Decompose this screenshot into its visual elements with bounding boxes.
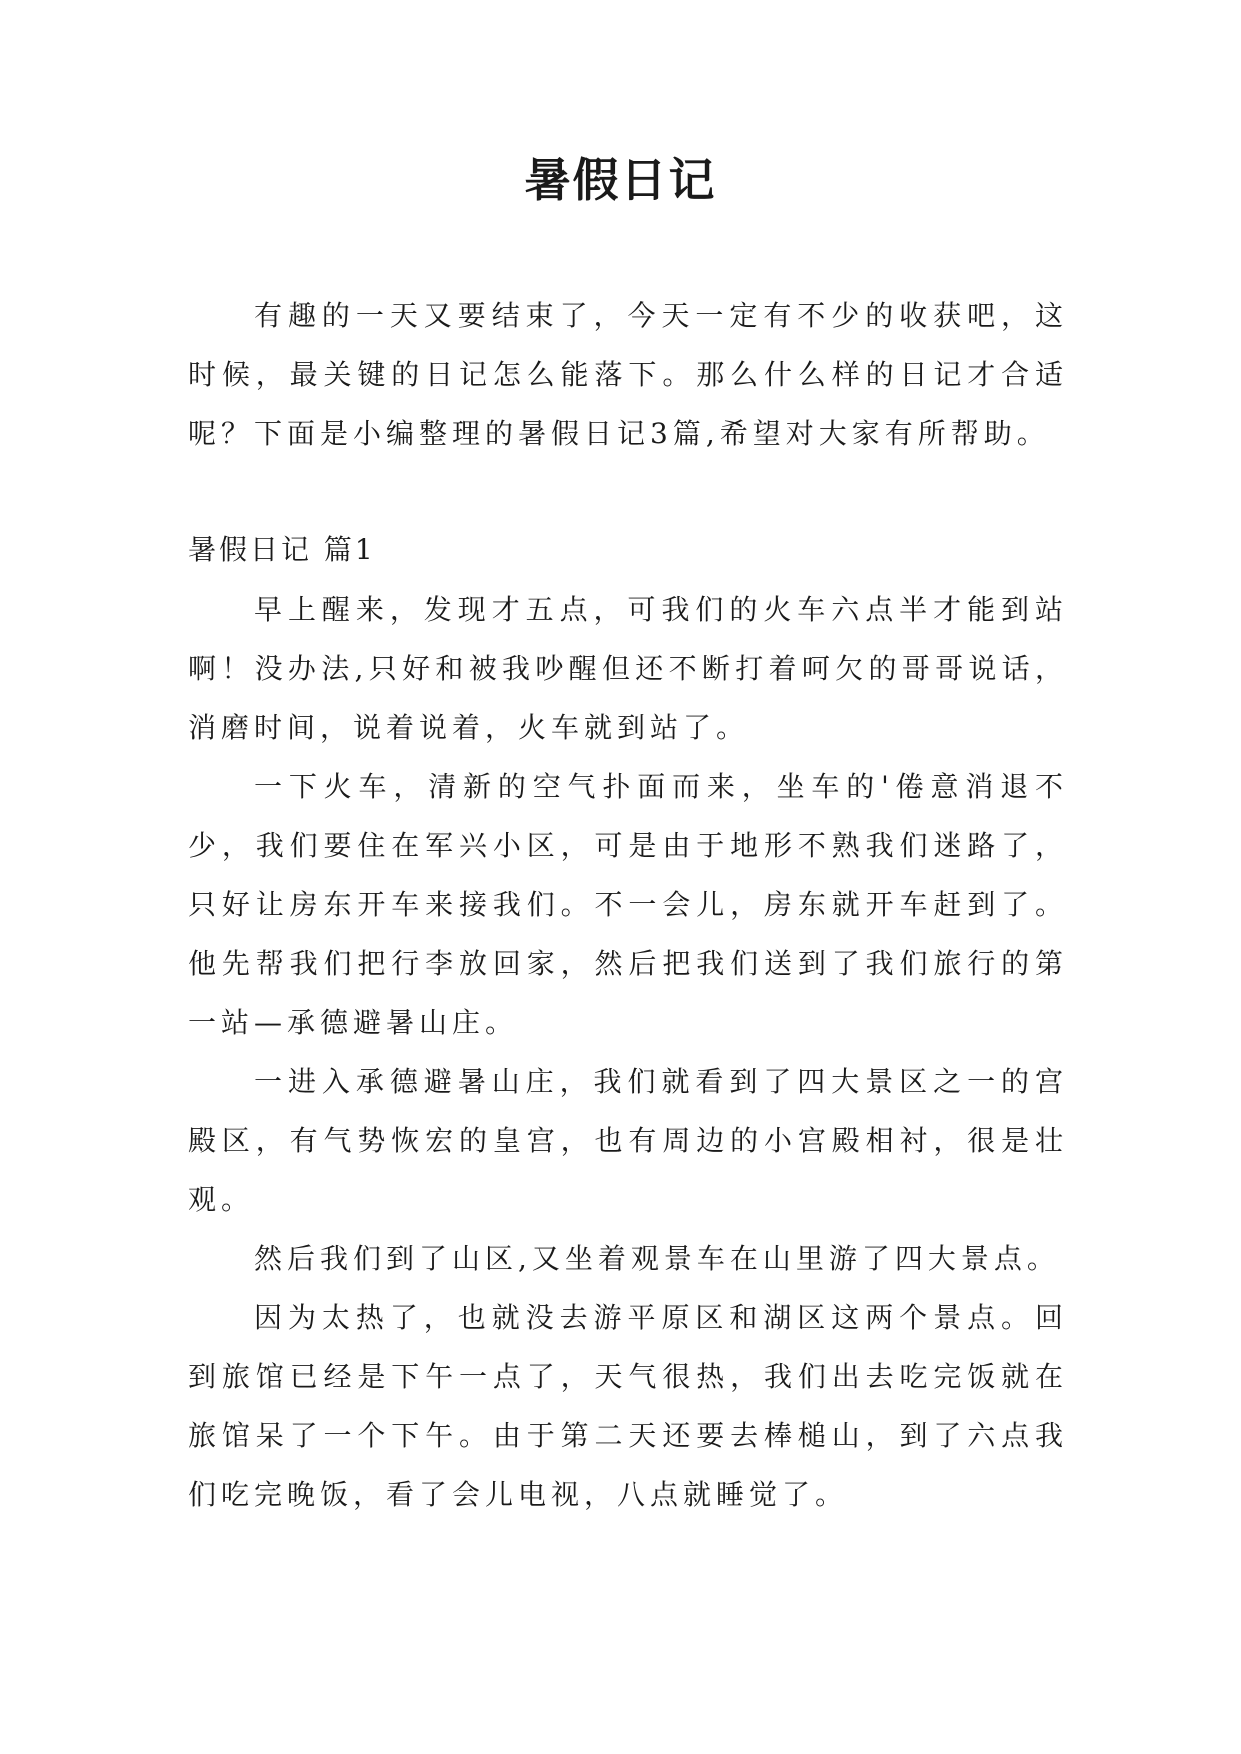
body-paragraph: 早上醒来，发现才五点，可我们的火车六点半才能到站啊！没办法,只好和被我吵醒但还不断打着呵欠的哥哥说话，消磨时间，说着说着，火车就到站了。 [188,593,1068,744]
body-paragraph: 一下火车，清新的空气扑面而来，坐车的'倦意消退不少，我们要住在军兴小区，可是由于地形不熟我们迷路了，只好让房东开车来接我们。不一会儿，房东就开车赶到了。他先帮我们把行李放回家，然后把我们送到了我们旅行的第一站—承德避暑山庄。 [188,770,1068,1039]
section-body [188,580,1068,1524]
body-paragraph: 因为太热了，也就没去游平原区和湖区这两个景点。回到旅馆已经是下午一点了，天气很热，我们出去吃完饭就在旅馆呆了一个下午。由于第二天还要去棒槌山，到了六点我们吃完晚饭，看了会儿电视，八点就睡觉了。 [188,1301,1068,1511]
body-paragraph: 一进入承德避暑山庄，我们就看到了四大景区之一的宫殿区，有气势恢宏的皇宫，也有周边的小宫殿相衬，很是壮观。 [188,1065,1068,1216]
section-heading: 暑假日记 篇1 [188,533,376,566]
body-paragraph: 然后我们到了山区,又坐着观景车在山里游了四大景点。 [254,1242,1060,1275]
document-title: 暑假日记 [524,153,717,207]
intro-paragraph: 有趣的一天又要结束了，今天一定有不少的收获吧，这时候，最关键的日记怎么能落下。那么什么样的日记才合适呢？下面是小编整理的暑假日记3篇,希望对大家有所帮助。 [188,299,1068,450]
